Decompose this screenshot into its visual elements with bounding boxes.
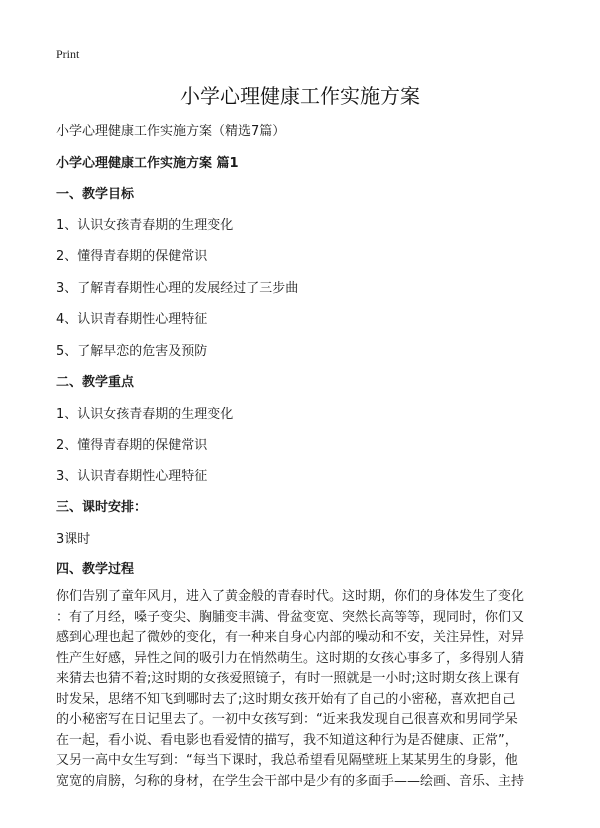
document-title: 小学心理健康工作实施方案	[180, 84, 420, 108]
paragraph-line: 你们告别了童年风月，进入了黄金般的青春时代。这时期，你们的身体发生了变化	[56, 589, 525, 604]
goals-heading: 一、教学目标	[56, 187, 135, 202]
section-heading: 小学心理健康工作实施方案 篇1	[56, 156, 239, 171]
paragraph-line: 来猜去也猜不着;这时期的女孩爱照镜子，有时一照就是一小时;这时期女孩上课有	[56, 671, 520, 686]
paragraph-line: 时发呆，思绪不知飞到哪时去了;这时期女孩开始有了自己的小密秘，喜欢把自己	[56, 691, 516, 707]
goal-item: 5、了解早恋的危害及预防	[56, 344, 208, 359]
paragraph-line: 的小秘密写在日记里去了。一初中女孩写到：“近来我发现自己很喜欢和男同学呆	[56, 712, 518, 727]
goal-item: 3、了解青春期性心理的发展经过了三步曲	[56, 281, 299, 296]
paragraph-line: ：有了月经，嗓子变尖、胸脯变丰满、骨盆变宽、突然长高等等，现同时，你们又	[56, 609, 525, 625]
goal-item: 1、认识女孩青春期的生理变化	[56, 218, 234, 233]
paragraph-line: 又另一高中女生写到：“每当下课时，我总希望看见隔壁班上某某男生的身影，他	[56, 753, 518, 768]
goal-item: 4、认识青春期性心理特征	[56, 312, 208, 327]
paragraph-line: 宽宽的肩膀，匀称的身材，在学生会干部中是少有的多面手——绘画、音乐、主持	[56, 773, 525, 789]
paragraph-line: 在一起，看小说、看电影也看爱情的描写，我不知道这种行为是否健康、正常”，	[56, 732, 518, 748]
focus-item: 3、认识青春期性心理特征	[56, 469, 208, 484]
process-paragraph	[56, 587, 546, 792]
focus-heading: 二、教学重点	[56, 375, 135, 390]
paragraph-line: 感到心理也起了微妙的变化，有一种来自身心内部的噪动和不安，关注异性，对异	[56, 630, 525, 645]
focus-item: 1、认识女孩青春期的生理变化	[56, 407, 234, 422]
process-heading: 四、教学过程	[56, 562, 135, 577]
goal-item: 2、懂得青春期的保健常识	[56, 249, 208, 264]
paragraph-line: 性产生好感，异性之间的吸引力在悄然萌生。这时期的女孩心事多了，多得别人猜	[56, 650, 525, 666]
print-label: Print	[56, 47, 80, 61]
schedule-value: 3课时	[56, 532, 91, 547]
document-subtitle: 小学心理健康工作实施方案（精选7篇）	[56, 124, 286, 139]
schedule-heading: 三、课时安排：	[56, 500, 148, 515]
focus-item: 2、懂得青春期的保健常识	[56, 438, 208, 453]
